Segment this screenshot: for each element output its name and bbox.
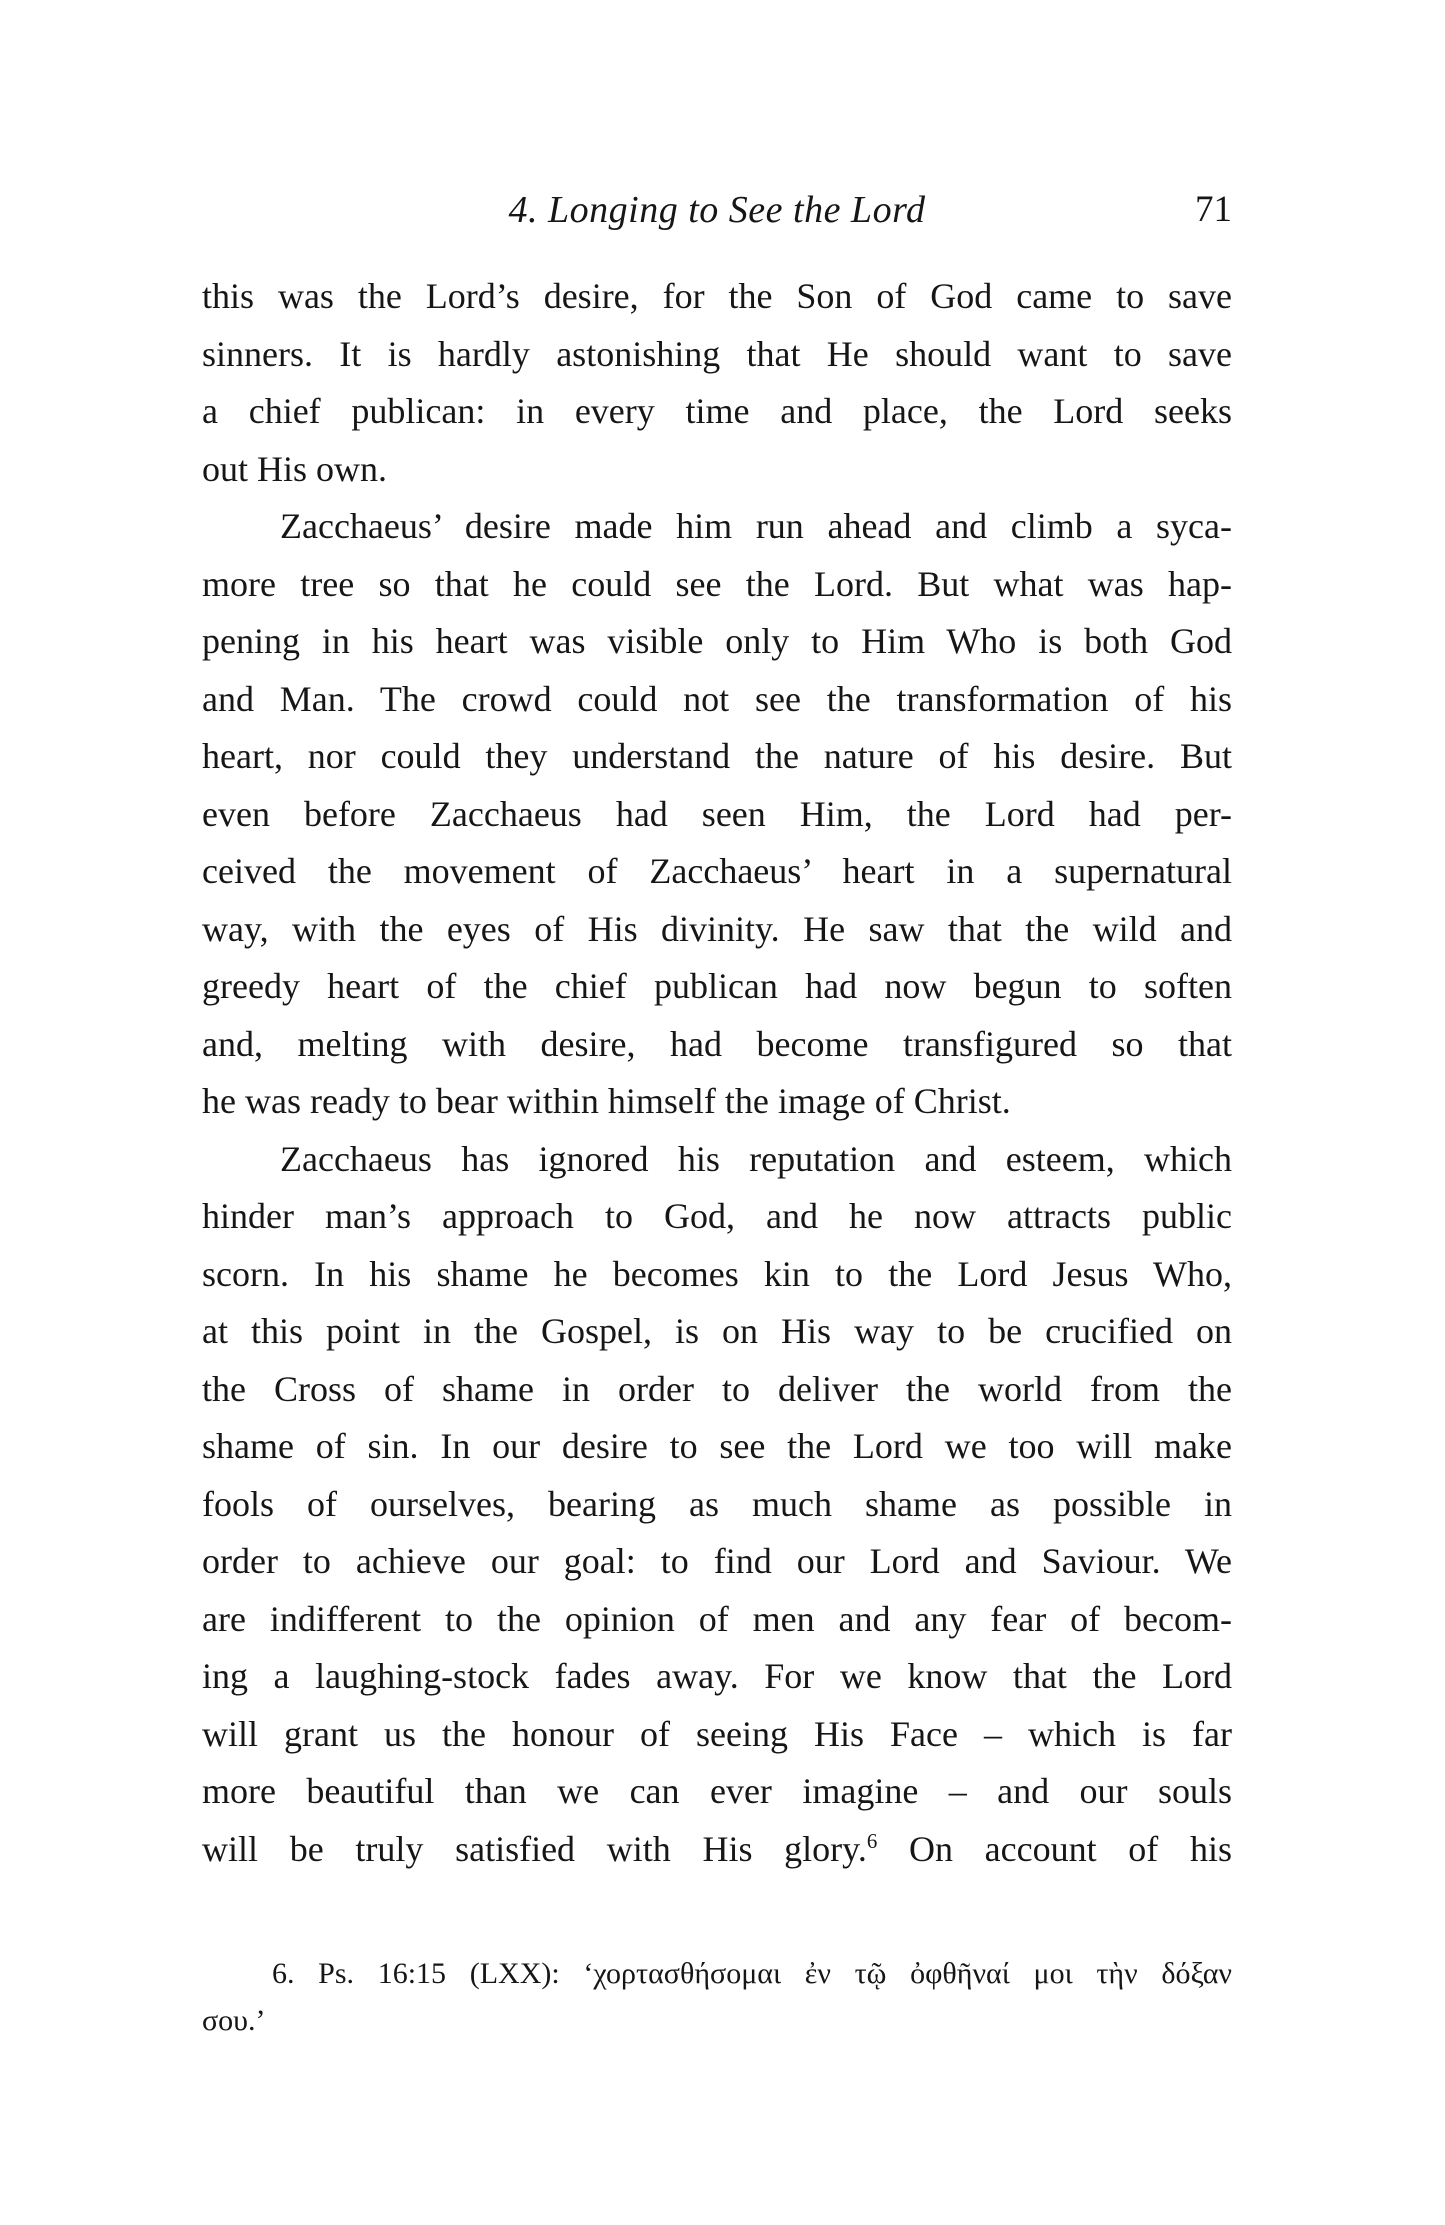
text-line: heart, nor could they understand the nature of his desire. But bbox=[202, 736, 1232, 776]
chapter-title: 4. Longing to See the Lord bbox=[508, 189, 926, 231]
text-line: he was ready to bear within himself the image of Christ. bbox=[202, 1081, 1011, 1121]
footnote-reference: 6 bbox=[866, 1828, 878, 1853]
text-line: will grant us the honour of seeing His Face – which is far bbox=[202, 1713, 1232, 1754]
text-line: fools of ourselves, bearing as much shame as possible in bbox=[202, 1483, 1232, 1524]
page-number: 71 bbox=[1195, 189, 1232, 230]
text-line: a chief publican: in every time and place, the Lord seeks bbox=[202, 391, 1232, 431]
text-line: are indifferent to the opinion of men and any fear of becom- bbox=[202, 1598, 1232, 1639]
text-line: this was the Lord’s desire, for the Son of God came to save bbox=[202, 276, 1232, 316]
text-line: more tree so that he could see the Lord. But what was hap- bbox=[202, 563, 1232, 604]
footnote-line: 6. Ps. 16:15 (LXX): ‘χορτασθήσομαι ἐν τῷ ὀφθῆναί μοι τὴν δόξαν bbox=[272, 1957, 1232, 1990]
text-line: shame of sin. In our desire to see the Lord we too will make bbox=[202, 1426, 1232, 1466]
text-line: will be truly satisfied with His glory.$^6$ On account of his bbox=[202, 1828, 1233, 1869]
footnote-line: σου.’ bbox=[202, 2004, 266, 2037]
text-line: and, melting with desire, had become transfigured so that bbox=[202, 1023, 1232, 1064]
footnote bbox=[202, 1950, 1232, 2044]
text-line: out His own. bbox=[202, 448, 388, 489]
text-line: Zacchaeus has ignored his reputation and esteem, which bbox=[280, 1138, 1232, 1179]
body-text bbox=[202, 268, 1232, 1878]
text-line: sinners. It is hardly astonishing that He should want to save bbox=[202, 333, 1232, 374]
text-line: ceived the movement of Zacchaeus’ heart in a supernatural bbox=[202, 851, 1232, 891]
text-line: at this point in the Gospel, is on His way to be crucified on bbox=[202, 1311, 1232, 1351]
text-line: order to achieve our goal: to find our Lord and Saviour. We bbox=[202, 1541, 1232, 1581]
text-line: greedy heart of the chief publican had now begun to soften bbox=[202, 966, 1232, 1006]
text-line: hinder man’s approach to God, and he now attracts public bbox=[202, 1196, 1232, 1236]
text-line: the Cross of shame in order to deliver the world from the bbox=[202, 1368, 1232, 1409]
text-line: ing a laughing-stock fades away. For we know that the Lord bbox=[202, 1656, 1232, 1696]
text-line: scorn. In his shame he becomes kin to the Lord Jesus Who, bbox=[202, 1253, 1232, 1294]
text-line: more beautiful than we can ever imagine – and our souls bbox=[202, 1771, 1232, 1811]
text-line: even before Zacchaeus had seen Him, the Lord had per- bbox=[202, 793, 1232, 834]
running-header bbox=[202, 186, 1232, 234]
text-line: Zacchaeus’ desire made him run ahead and climb a syca- bbox=[280, 506, 1232, 546]
text-line: pening in his heart was visible only to Him Who is both God bbox=[202, 621, 1232, 661]
text-line: way, with the eyes of His divinity. He saw that the wild and bbox=[202, 908, 1232, 949]
text-line: and Man. The crowd could not see the transformation of his bbox=[202, 678, 1232, 719]
